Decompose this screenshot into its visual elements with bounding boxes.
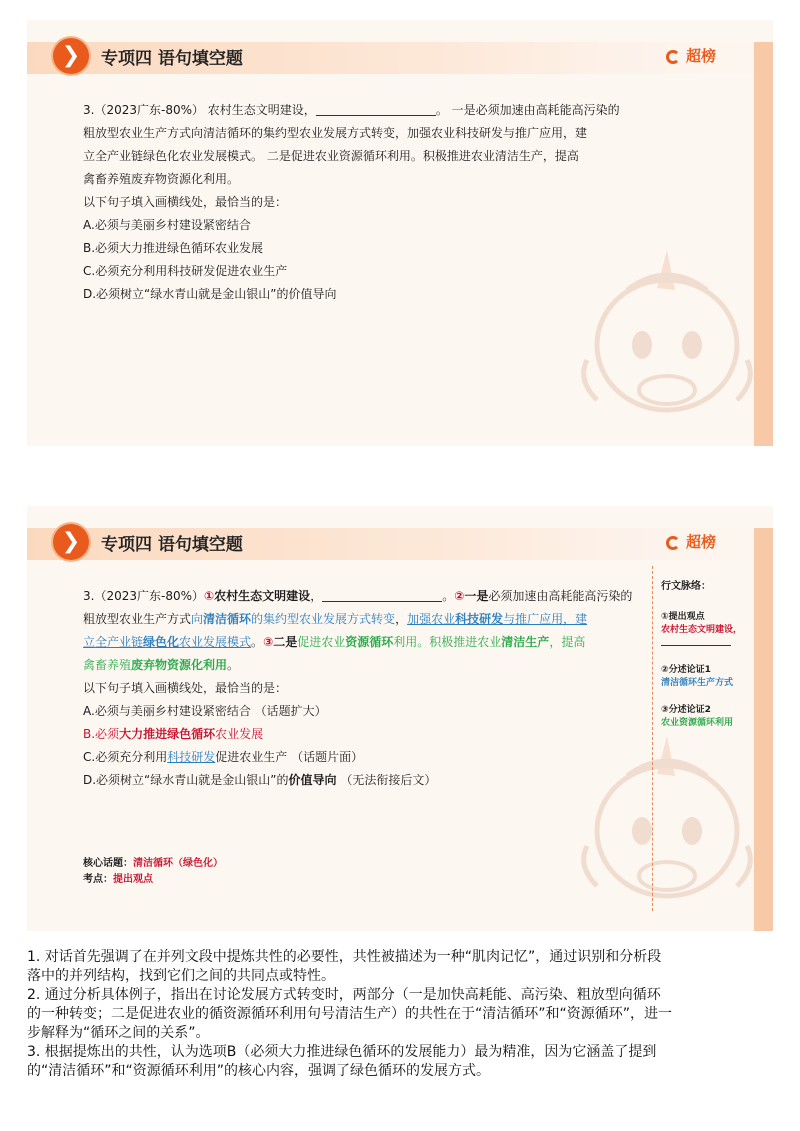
sidebar-step-2-detail: 清洁循环生产方式 <box>661 678 734 688</box>
option-c: C.必须充分利用科技研发促进农业生产 <box>83 264 288 278</box>
option-keyword: 科技研发 <box>167 750 216 764</box>
structure-sidebar <box>652 566 752 911</box>
question-stem-cont: 。 一是必须加速由高耗能高污染的 <box>435 103 620 117</box>
connector-phrase: 一是 <box>464 589 489 603</box>
answer-blank <box>322 589 442 602</box>
sidebar-step-2: ②分述论证1 <box>661 665 711 675</box>
exam-point <box>83 872 223 888</box>
note-line: 落中的并列结构，找到它们之间的共同点或特性。 <box>27 968 335 984</box>
highlight-blue-underline: 加强农业 <box>407 612 456 626</box>
sidebar-step-1: ①提出观点 <box>661 612 705 622</box>
slide-title: 专项四 语句填空题 <box>101 535 243 555</box>
option-c <box>83 746 648 769</box>
question-line <box>83 99 648 122</box>
option-text: 促进农业生产 <box>215 750 288 764</box>
slide-analysis <box>27 506 773 931</box>
option-keyword: 大力推进 <box>119 727 168 741</box>
answer-blank <box>316 103 436 116</box>
brand-g-icon <box>666 536 680 550</box>
slide-title: 专项四 语句填空题 <box>101 49 243 69</box>
highlight-green: 利用。积极推进农业 <box>393 635 502 649</box>
option-a <box>83 700 648 723</box>
text-run: 。 <box>227 658 240 672</box>
option-text: C.必须充分利用 <box>83 750 168 764</box>
option-keyword: 价值导向 <box>288 773 337 787</box>
highlight-blue-underline: 立全产业链 <box>83 635 144 649</box>
topic-phrase: 农村生态文明建设 <box>214 589 311 603</box>
note-line: 的一种转变；二是促进农业的循资源循环利用句号清洁生产）的共性在于“清洁循环”和“资源循环”，进一 <box>27 1006 673 1022</box>
question-prompt: 以下句子填入画横线处，最恰当的是： <box>83 195 288 209</box>
annotated-line <box>83 631 648 654</box>
question-stem: 3.（2023广东-80%） 农村生态文明建设， <box>83 103 316 117</box>
marker-2: ② <box>454 589 465 603</box>
highlight-blue-underline-bold: 科技研发 <box>455 612 504 626</box>
highlight-blue-bold: 清洁循环 <box>203 612 252 626</box>
brand-name: 超榜 <box>686 47 717 65</box>
sidebar-title: 行文脉络： <box>661 581 711 592</box>
option-comment: （话题扩大） <box>254 704 327 718</box>
slide-question <box>27 20 773 446</box>
annotated-line <box>83 585 648 608</box>
question-line: 禽畜养殖废弃物资源化利用。 <box>83 172 240 186</box>
highlight-green: ，提高 <box>549 635 586 649</box>
text-run: ， <box>395 612 408 626</box>
text-run: 。 <box>251 635 264 649</box>
option-comment: （无法衔接后文） <box>340 773 437 787</box>
text-run: 必须加速由高耗能高污染的 <box>488 589 633 603</box>
text-run: 3.（2023广东-80%） <box>83 589 204 603</box>
highlight-blue: 的集约型农业发展方式转变 <box>251 612 396 626</box>
brand-name: 超榜 <box>686 533 717 551</box>
option-d: D.必须树立“绿水青山就是金山银山”的价值导向 <box>83 287 337 301</box>
question-text <box>83 99 648 306</box>
question-prompt: 以下句子填入画横线处，最恰当的是： <box>83 681 288 695</box>
annotated-line <box>83 608 648 631</box>
option-text: D.必须树立“绿水青山就是金山银山”的 <box>83 773 289 787</box>
note-line: 的“清洁循环”和“资源循环利用”的核心内容，强调了绿色循环的发展方式。 <box>27 1063 491 1079</box>
annotated-question <box>83 585 648 792</box>
exam-point-label: 考点： <box>83 874 113 885</box>
option-b: B.必须大力推进绿色循环农业发展 <box>83 241 264 255</box>
core-summary <box>83 856 223 888</box>
option-a: A.必须与美丽乡村建设紧密结合 <box>83 218 251 232</box>
option-b <box>83 723 648 746</box>
option-text: A.必须与美丽乡村建设紧密结合 <box>83 704 251 718</box>
sidebar-step-3: ③分述论证2 <box>661 705 711 715</box>
sidebar-step-1-detail: 农村生态文明建设， <box>661 625 743 635</box>
summary-notes <box>27 948 775 1081</box>
highlight-blue-underline-bold: 绿色化 <box>143 635 180 649</box>
highlight-green-bold: 资源循环 <box>345 635 394 649</box>
arrow-right-icon: ❯ <box>53 38 89 74</box>
note-line: 3. 根据提炼出的共性，认为选项B（必须大力推进绿色循环的发展能力）最为精准，因为它涵盖了提到 <box>27 1044 657 1060</box>
option-comment: （话题片面） <box>291 750 364 764</box>
question-line: 立全产业链绿色化农业发展模式。 二是促进农业资源循环利用。积极推进农业清洁生产，提高 <box>83 149 579 163</box>
brand-logo <box>666 45 716 66</box>
option-text: B.必须 <box>83 727 120 741</box>
option-d <box>83 769 648 792</box>
exam-point-value: 提出观点 <box>113 874 153 885</box>
text-run: 粗放型农业生产方式 <box>83 612 192 626</box>
highlight-blue-underline: 与推广应用，建 <box>503 612 588 626</box>
option-text: 农业发展 <box>215 727 264 741</box>
sidebar-step-3-detail: 农业资源循环利用 <box>661 718 734 728</box>
core-topic-label: 核心话题： <box>83 858 133 869</box>
core-topic-value: 清洁循环（绿色化） <box>133 858 223 869</box>
connector-phrase: 二是 <box>273 635 298 649</box>
option-keyword: 绿色循环 <box>167 727 216 741</box>
highlight-green: 禽畜养殖 <box>83 658 132 672</box>
arrow-right-icon: ❯ <box>53 524 89 560</box>
sidebar-blank-line <box>661 637 731 646</box>
text-run: 。 <box>442 589 455 603</box>
note-line: 步解释为“循环之间的关系”。 <box>27 1025 210 1041</box>
question-line: 粗放型农业生产方式向清洁循环的集约型农业发展方式转变，加强农业科技研发与推广应用，建 <box>83 126 588 140</box>
highlight-blue: 向 <box>191 612 204 626</box>
note-line: 1. 对话首先强调了在并列文段中提炼共性的必要性，共性被描述为一种“肌肉记忆”，通过识别和分析段 <box>27 949 662 965</box>
marker-3: ③ <box>263 635 274 649</box>
highlight-green: 促进农业 <box>297 635 346 649</box>
text-run: ， <box>310 589 323 603</box>
annotated-line <box>83 654 648 677</box>
highlight-green-bold: 清洁生产 <box>501 635 550 649</box>
highlight-green-bold: 废弃物资源化利用 <box>131 658 228 672</box>
marker-1: ① <box>204 589 215 603</box>
brand-g-icon <box>666 50 680 64</box>
brand-logo <box>666 531 716 552</box>
core-topic <box>83 856 223 872</box>
highlight-blue-underline: 农业发展模式 <box>179 635 252 649</box>
note-line: 2. 通过分析具体例子，指出在讨论发展方式转变时，两部分（一是加快高耗能、高污染、粗放型向循环 <box>27 987 661 1003</box>
